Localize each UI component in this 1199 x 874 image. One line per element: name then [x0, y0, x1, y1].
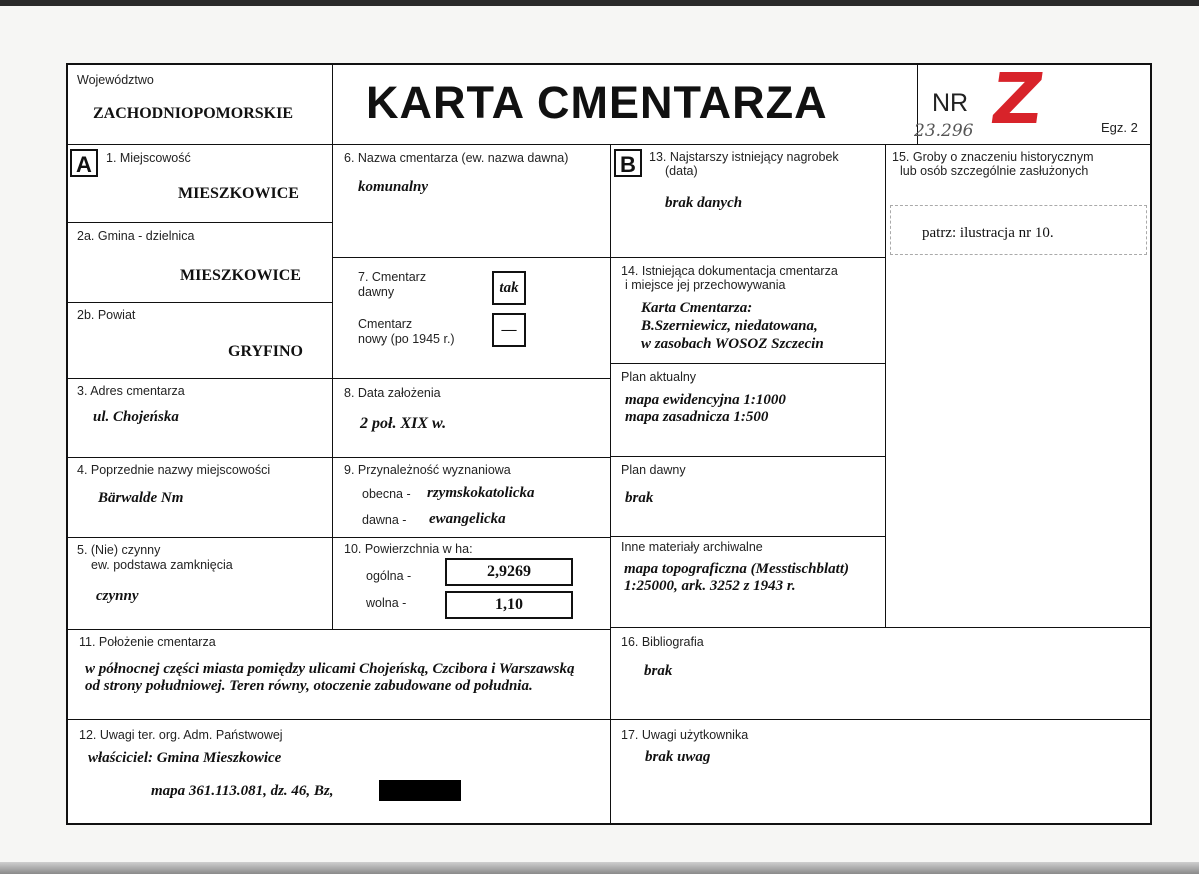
area-free-box: 1,10: [445, 591, 573, 619]
plan-current-value-2: mapa zasadnicza 1:500: [625, 409, 769, 425]
archive-divider: [611, 536, 886, 537]
active-cell: [68, 538, 333, 630]
graves-cell: [886, 145, 1152, 628]
location-label: 11. Położenie cmentarza: [79, 635, 216, 649]
bibliography-label: 16. Bibliografia: [621, 635, 704, 649]
nr-label: NR: [932, 89, 969, 117]
former-names-value: Bärwalde Nm: [98, 490, 184, 506]
active-label-2: ew. podstawa zamknięcia: [91, 558, 233, 572]
oldest-grave-value: brak danych: [665, 195, 743, 211]
nr-handwritten: 23.296: [914, 121, 974, 141]
area-total-box: 2,9269: [445, 558, 573, 586]
address-label: 3. Adres cmentarza: [77, 384, 185, 398]
user-remarks-label: 17. Uwagi użytkownika: [621, 728, 749, 742]
religion-label: 9. Przynależność wyznaniowa: [344, 463, 511, 477]
cemetery-name-value: komunalny: [358, 179, 429, 195]
new-cemetery-label-1: Cmentarz: [358, 317, 413, 331]
religion-current-value: rzymskokatolicka: [427, 485, 535, 501]
location-value-2: od strony południowej. Teren równy, otoczenie zabudowane od południa.: [85, 678, 533, 694]
old-cemetery-label-2: dawny: [358, 285, 395, 299]
archive-value-1: mapa topograficzna (Messtischblatt): [624, 561, 850, 577]
archive-value-2: 1:25000, ark. 3252 z 1943 r.: [624, 578, 796, 594]
documentation-value-1: Karta Cmentarza:: [641, 300, 753, 316]
founded-label: 8. Data założenia: [344, 386, 441, 400]
address-value: ul. Chojeńska: [93, 409, 179, 425]
graves-value: patrz: ilustracja nr 10.: [922, 225, 1054, 241]
plan-divider: [611, 363, 886, 364]
commune-label: 2a. Gmina - dzielnica: [77, 229, 195, 243]
graves-label-2: lub osób szczególnie zasłużonych: [900, 164, 1089, 178]
archive-label: Inne materiały archiwalne: [621, 540, 763, 554]
active-label-1: 5. (Nie) czynny: [77, 543, 161, 557]
county-label: 2b. Powiat: [77, 308, 136, 322]
documentation-cell: [611, 258, 886, 628]
location-cell: [68, 628, 611, 720]
voivodeship-value: ZACHODNIOPOMORSKIE: [93, 105, 294, 122]
user-remarks-cell: [611, 720, 1152, 825]
new-cemetery-label-2: nowy (po 1945 r.): [358, 332, 455, 346]
map-value: mapa 361.113.081, dz. 46, Bz,: [151, 783, 334, 799]
county-cell: [68, 303, 333, 379]
documentation-value-2: B.Szerniewicz, niedatowana,: [641, 318, 818, 334]
area-total-label: ogólna -: [366, 569, 412, 583]
plan-old-divider: [611, 456, 886, 457]
address-cell: [68, 379, 333, 458]
plan-old-value: brak: [625, 490, 654, 506]
former-names-label: 4. Poprzednie nazwy miejscowości: [77, 463, 271, 477]
area-label: 10. Powierzchnia w ha:: [344, 542, 473, 556]
cemetery-type-cell: [333, 258, 611, 379]
religion-current-label: obecna -: [362, 487, 411, 501]
location-value-1: w północnej części miasta pomiędzy ulicami Chojeńską, Czcibora i Warszawską: [85, 661, 575, 677]
area-cell: [333, 538, 611, 630]
locality-label: 1. Miejscowość: [106, 151, 191, 165]
plan-current-value-1: mapa ewidencyjna 1:1000: [625, 392, 786, 408]
oldest-grave-label-2: (data): [665, 164, 698, 178]
old-cemetery-label-1: 7. Cmentarz: [358, 270, 427, 284]
nr-stamp-mark: Z: [986, 58, 1049, 140]
bibliography-value: brak: [644, 663, 673, 679]
religion-cell: [333, 458, 611, 538]
religion-former-label: dawna -: [362, 513, 407, 527]
section-a-letter: A: [70, 149, 98, 177]
area-free-label: wolna -: [366, 596, 407, 610]
admin-remarks-cell: [68, 720, 611, 825]
locality-cell: [68, 145, 333, 223]
founded-cell: [333, 379, 611, 458]
religion-former-value: ewangelicka: [429, 511, 506, 527]
voivodeship-cell: [68, 65, 333, 145]
cemetery-name-cell: [333, 145, 611, 258]
admin-remarks-label: 12. Uwagi ter. org. Adm. Państwowej: [79, 728, 283, 742]
documentation-label-2: i miejsce jej przechowywania: [625, 278, 786, 292]
graves-label-1: 15. Groby o znaczeniu historycznym: [892, 150, 1094, 164]
section-b-letter: B: [614, 149, 642, 177]
plan-old-label: Plan dawny: [621, 463, 686, 477]
scan-top-edge: [0, 0, 1199, 6]
old-cemetery-checkbox: tak: [492, 271, 526, 305]
commune-value: MIESZKOWICE: [180, 267, 301, 284]
commune-cell: [68, 223, 333, 303]
founded-value: 2 poł. XIX w.: [360, 415, 447, 432]
title-cell: [333, 65, 918, 145]
cemetery-card-form: [66, 58, 1152, 825]
documentation-label-1: 14. Istniejąca dokumentacja cmentarza: [621, 264, 838, 278]
copy-label: Egz. 2: [1101, 120, 1138, 135]
oldest-grave-cell: [611, 145, 886, 258]
owner-value: właściciel: Gmina Mieszkowice: [88, 750, 282, 766]
locality-value: MIESZKOWICE: [178, 185, 299, 202]
cemetery-name-label: 6. Nazwa cmentarza (ew. nazwa dawna): [344, 151, 569, 165]
new-cemetery-checkbox: —: [492, 313, 526, 347]
documentation-value-3: w zasobach WOSOZ Szczecin: [641, 336, 824, 352]
bibliography-cell: [611, 628, 1152, 720]
user-remarks-value: brak uwag: [645, 749, 711, 765]
redaction-bar: [379, 780, 461, 801]
active-value: czynny: [96, 588, 139, 604]
county-value: GRYFINO: [228, 343, 303, 360]
oldest-grave-label-1: 13. Najstarszy istniejący nagrobek: [649, 150, 839, 164]
scan-bottom-edge: [0, 862, 1199, 874]
page-title: KARTA CMENTARZA: [366, 77, 828, 128]
former-names-cell: [68, 458, 333, 538]
nr-cell: [914, 58, 1152, 145]
voivodeship-label: Województwo: [77, 73, 154, 87]
plan-current-label: Plan aktualny: [621, 370, 697, 384]
